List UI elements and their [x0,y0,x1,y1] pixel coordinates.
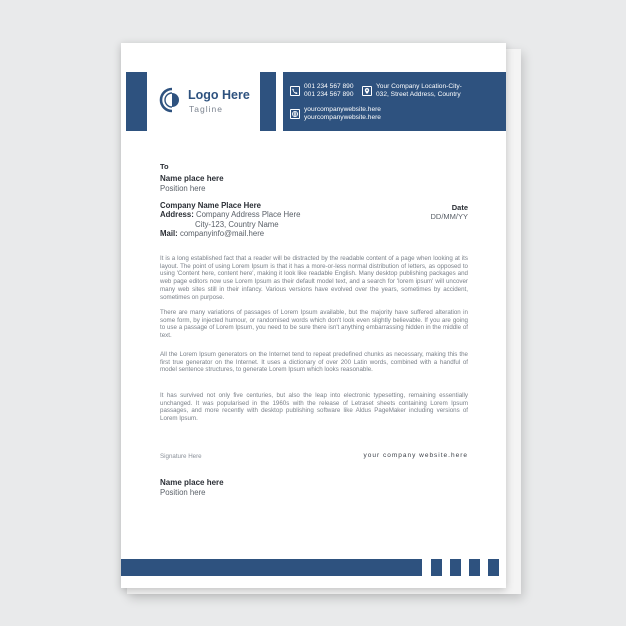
header-bar-left [126,72,147,131]
recipient-address [160,210,300,219]
body-paragraph-1: It is a long established fact that a reader will be distracted by the readable content of a page when looking at its layout. The point of using Lorem Ipsum is that it has a more-or-less normal distribution of letters, as opposed to using 'Content here, content here', making it look like readable English. Many desktop publishing packages and web page editors now use Lorem Ipsum as their default model text, and a search for 'lorem ipsum' will uncover many web sites still in their infancy. Various versions have evolved over the years, sometimes by accident, sometimes on purpose. [160,255,468,301]
phone-line-1: 001 234 567 890 [304,83,354,90]
date-label: Date [451,203,468,212]
sender-position: Position here [160,488,206,497]
footer-website: your company website.here [363,452,468,459]
header-contact-panel [283,72,506,131]
letterhead-page [121,43,506,588]
address-label: Address: [160,210,194,219]
footer-square [488,559,499,576]
logo-tagline: Tagline [189,104,223,114]
website-line-1: yourcompanywebsite.here [304,106,381,113]
body-paragraph-4: It has survived not only five centuries, but also the leap into electronic typesetting, remaining essentially unchanged. It was popularised in the 1960s with the release of Letraset sheets containing Lorem Ipsum passages, and more recently with desktop publishing software like Aldus PageMaker including versions of Lorem Ipsum. [160,392,468,423]
recipient-company: Company Name Place Here [160,201,261,210]
footer-square [450,559,461,576]
address-line-1: Company Address Place Here [195,210,301,219]
website-line-2: yourcompanywebsite.here [304,114,381,121]
sender-name: Name place here [160,478,224,487]
mail-label: Mail: [160,229,178,238]
globe-icon [290,109,300,119]
footer-bar [121,559,422,576]
to-label: To [160,162,169,171]
header-bar-middle [260,72,276,131]
phone-icon [290,86,300,96]
logo-title: Logo Here [188,88,250,102]
location-line-2: 032, Street Address, Country [376,91,461,98]
date-value: DD/MM/YY [430,212,468,221]
footer-square [431,559,442,576]
body-paragraph-3: All the Lorem Ipsum generators on the Internet tend to repeat predefined chunks as necessary, making this the first true generator on the Internet. It uses a dictionary of over 200 Latin words, combined with a handful of model sentence structures, to generate Lorem Ipsum which looks reasonable. [160,351,468,374]
mail-value: companyinfo@mail.here [179,229,265,238]
recipient-position: Position here [160,184,206,193]
signature-placeholder: Signature Here [160,453,202,460]
recipient-name: Name place here [160,174,224,183]
logo-icon [159,87,185,113]
footer-square [469,559,480,576]
address-line-2: City-123, Country Name [195,220,279,229]
body-paragraph-2: There are many variations of passages of Lorem Ipsum available, but the majority have suffered alteration in some form, by injected humour, or randomised words which don't look even slightly believable. If you are going to use a passage of Lorem Ipsum, you need to be sure there isn't anything embarrassing hidden in the middle of text. [160,309,468,340]
phone-line-2: 001 234 567 890 [304,91,354,98]
location-line-1: Your Company Location-City- [376,83,462,90]
recipient-mail [160,229,264,238]
location-icon [362,86,372,96]
